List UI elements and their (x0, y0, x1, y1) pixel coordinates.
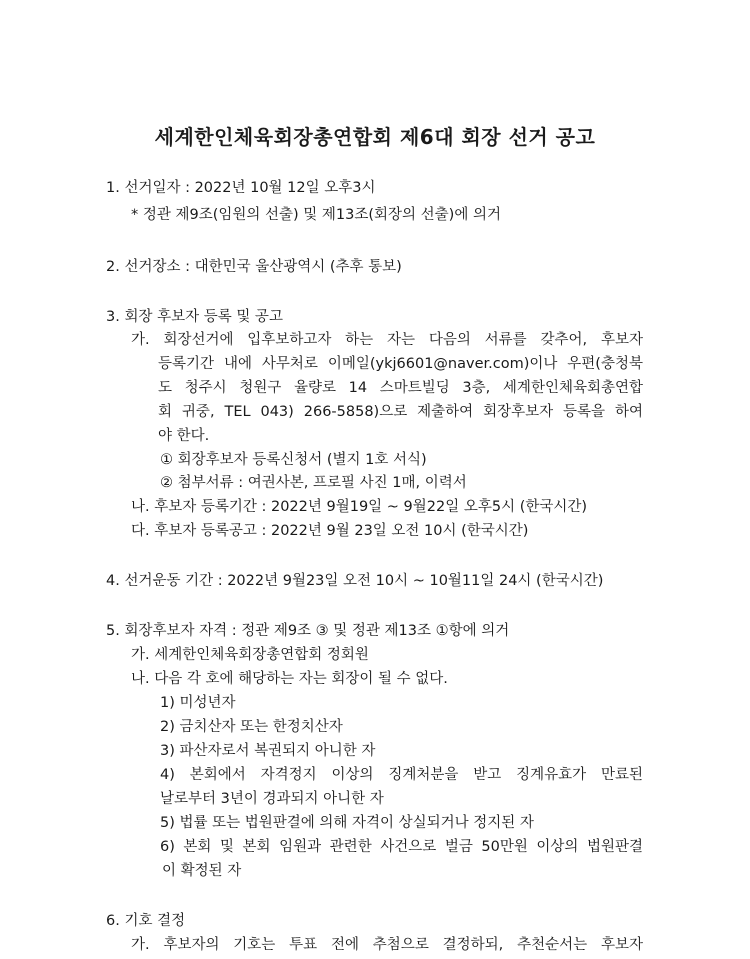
section-3-ga-line: 도 청주시 청원구 율량로 14 스마트빌딩 3층, 세계한인체육회총연합 (158, 380, 643, 396)
page-title: 세계한인체육회장총연합회 제6대 회장 선거 공고 (154, 125, 596, 149)
section-6-ga: 가. 후보자의 기호는 투표 전에 추첨으로 결정하되, 추천순서는 후보자 (131, 937, 643, 953)
section-5-na: 나. 다음 각 호에 해당하는 자는 회장이 될 수 없다. (131, 671, 448, 687)
section-3-ga-line: 야 한다. (158, 428, 210, 444)
section-5-item: 6) 본회 및 본회 임원과 관련한 사건으로 벌금 50만원 이상의 법원판결 (160, 839, 643, 855)
section-4-campaign-period: 4. 선거운동 기간 : 2022년 9월23일 오전 10시 ~ 10월11일 24시 (한국시간) (106, 573, 604, 589)
section-3-item-1: ① 회장후보자 등록신청서 (별지 1호 서식) (160, 452, 427, 468)
section-1-note: * 정관 제9조(임원의 선출) 및 제13조(회장의 선출)에 의거 (131, 207, 501, 223)
section-3-ga-line: 가. 회장선거에 입후보하고자 하는 자는 다음의 서류를 갖추어, 후보자 (131, 332, 643, 348)
section-3-item-2: ② 첨부서류 : 여권사본, 프로필 사진 1매, 이력서 (160, 475, 467, 491)
section-3-registration-announcement: 다. 후보자 등록공고 : 2022년 9월 23일 오전 10시 (한국시간) (131, 523, 529, 539)
section-1-election-date: 1. 선거일자 : 2022년 10월 12일 오후3시 (106, 180, 376, 196)
section-5-ga: 가. 세계한인체육회장총연합회 정회원 (131, 647, 369, 663)
section-5-item: 2) 금치산자 또는 한정치산자 (160, 719, 343, 735)
section-3-ga-line: 회 귀중, TEL 043) 266-5858)으로 제출하여 회장후보자 등록을 하여 (158, 404, 643, 420)
section-3-heading: 3. 회장 후보자 등록 및 공고 (106, 309, 283, 325)
section-5-item: 1) 미성년자 (160, 695, 236, 711)
section-5-item-continued: 이 확정된 자 (162, 863, 242, 879)
section-5-item: 3) 파산자로서 복권되지 아니한 자 (160, 743, 376, 759)
section-2-election-venue: 2. 선거장소 : 대한민국 울산광역시 (추후 통보) (106, 259, 402, 275)
section-6-heading: 6. 기호 결정 (106, 913, 186, 929)
section-5-item: 4) 본회에서 자격정지 이상의 징계처분을 받고 징계유효가 만료된 (160, 767, 643, 783)
section-5-item-continued: 날로부터 3년이 경과되지 아니한 자 (160, 791, 384, 807)
section-5-heading: 5. 회장후보자 자격 : 정관 제9조 ③ 및 정관 제13조 ①항에 의거 (106, 623, 510, 639)
section-3-ga-line: 등록기간 내에 사무처로 이메일(ykj6601@naver.com)이나 우편(충청북 (158, 356, 643, 372)
section-3-registration-period: 나. 후보자 등록기간 : 2022년 9월19일 ~ 9월22일 오후5시 (한국시간) (131, 499, 588, 515)
section-5-item: 5) 법률 또는 법원판결에 의해 자격이 상실되거나 정지된 자 (160, 815, 534, 831)
